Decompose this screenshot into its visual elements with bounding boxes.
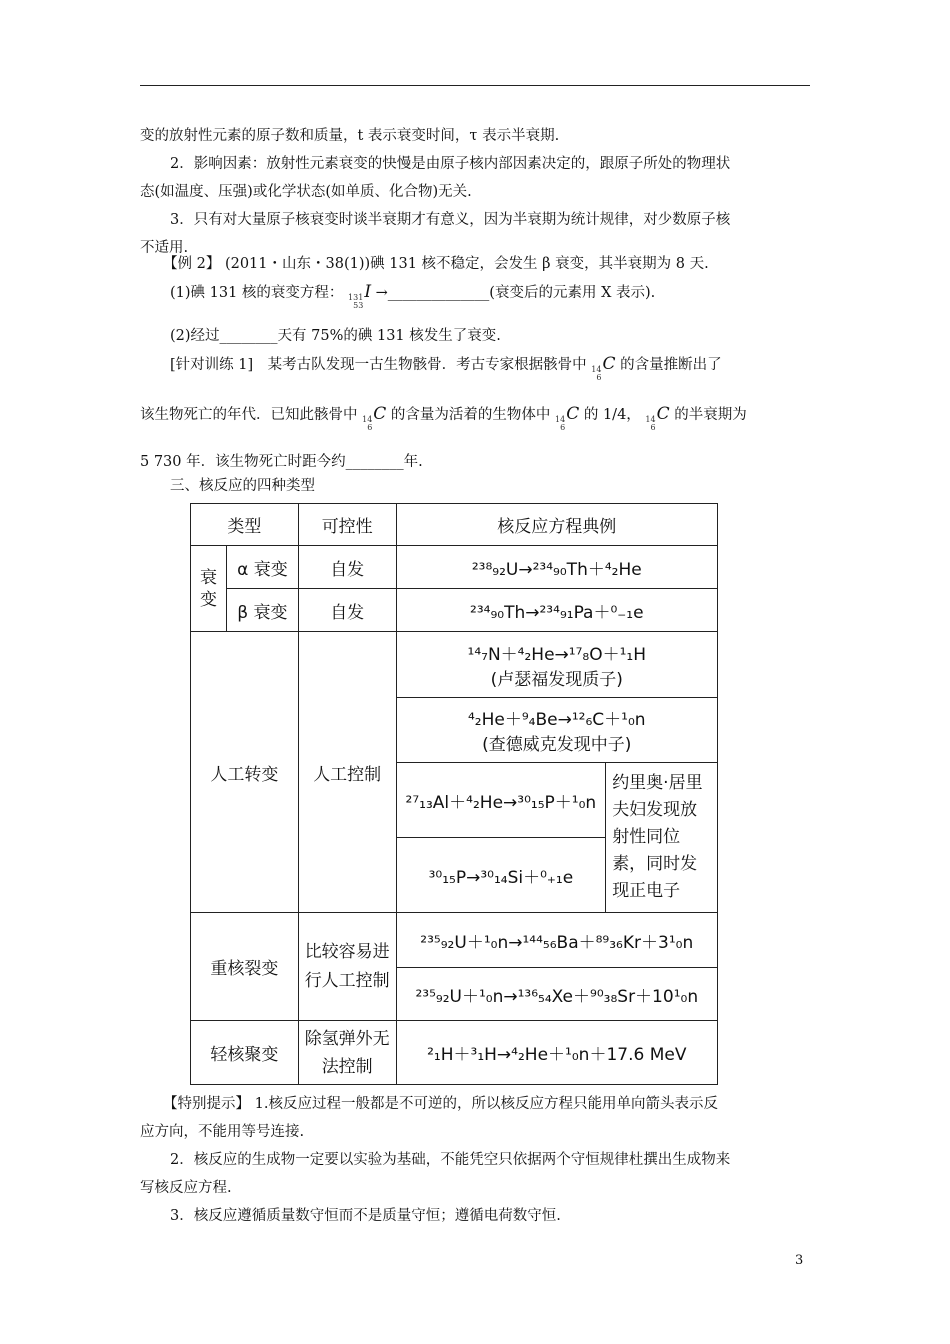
tip-line: 应方向，不能用等号连接. [140, 1124, 305, 1140]
joliot-curie-note-cell: 约里奥·居里夫妇发现放射性同位素，同时发现正电子 [606, 763, 718, 913]
decay-group-cell: 衰变 [191, 546, 227, 632]
chadwick-cell [396, 698, 717, 763]
training-text: 的含量推断出了 [620, 357, 722, 373]
header-type: 类型 [191, 504, 299, 546]
carbon-nuclide: 14 6 [645, 415, 656, 432]
fission-equation-1-cell: ²³⁵₉₂U＋¹₀n→¹⁴⁴₅₆Ba＋⁸⁹₃₆Kr＋3¹₀n [396, 913, 717, 968]
beta-decay-cell: β 衰变 [226, 589, 298, 632]
table-row [191, 913, 718, 968]
paragraph-line: 变的放射性元素的原子数和质量，t 表示衰变时间，τ 表示半衰期. [140, 128, 560, 144]
training-text: [针对训练 1] 某考古队发现一古生物骸骨．考古专家根据骸骨中 [170, 357, 587, 373]
tip-line: 3．核反应遵循质量数守恒而不是质量守恒；遵循电荷数守恒. [170, 1208, 561, 1224]
artificial-control-cell: 人工控制 [298, 632, 396, 913]
example-question-1 [170, 282, 655, 310]
paragraph-line: 5 730 年．该生物死亡时距今约________年. [140, 454, 423, 470]
fusion-control-cell: 除氢弹外无法控制 [298, 1021, 396, 1085]
paragraph-line: 不适用. [140, 240, 189, 256]
section-heading: 三、核反应的四种类型 [170, 478, 315, 494]
artificial-type-cell: 人工转变 [191, 632, 299, 913]
header-rule [140, 85, 810, 86]
tip-line: 2．核反应的生成物一定要以实验为基础，不能凭空只依据两个守恒规律杜撰出生成物来 [170, 1152, 731, 1168]
carbon-symbol: C [656, 404, 670, 424]
example-heading: 【例 2】 (2011・山东・38(1))碘 131 核不稳定，会发生 β 衰变，其半衰期为 8 天. [163, 256, 709, 272]
phosphorus-equation-cell: ³⁰₁₅P→³⁰₁₄Si＋⁰₊₁e [396, 838, 606, 913]
chadwick-equation: ⁴₂He＋⁹₄Be→¹²₆C＋¹₀n [467, 710, 646, 730]
iodine-symbol: I [364, 282, 372, 302]
paragraph-line: 3．只有对大量原子核衰变时谈半衰期才有意义，因为半衰期为统计规律，对少数原子核 [170, 212, 731, 228]
page-number: 3 [795, 1253, 804, 1268]
beta-equation-cell: ²³⁴₉₀Th→²³⁴₉₁Pa＋⁰₋₁e [396, 589, 717, 632]
carbon-nuclide: 14 6 [591, 365, 602, 382]
chadwick-note: (查德威克发现中子) [482, 735, 632, 755]
table-row [191, 589, 718, 632]
carbon-symbol: C [373, 404, 387, 424]
carbon-nuclide: 14 6 [362, 415, 373, 432]
beta-control-cell: 自发 [298, 589, 396, 632]
carbon-symbol: C [566, 404, 580, 424]
table-row [191, 546, 718, 589]
training-line-1 [170, 354, 722, 382]
rutherford-cell [396, 632, 717, 698]
carbon-symbol: C [602, 354, 616, 374]
header-controllability: 可控性 [298, 504, 396, 546]
tip-line: 写核反应方程. [140, 1180, 232, 1196]
alpha-control-cell: 自发 [298, 546, 396, 589]
carbon-nuclide: 14 6 [555, 415, 566, 432]
training-line-2: 该生物死亡的年代．已知此骸骨中 14 6 C 的含量为活着的生物体中 14 6 C 的 1/4， 14 6 C 的半衰期为 [140, 404, 747, 432]
fission-control-cell: 比较容易进行人工控制 [298, 913, 396, 1021]
alpha-equation-cell: ²³⁸₉₂U→²³⁴₉₀Th＋⁴₂He [396, 546, 717, 589]
fission-type-cell: 重核裂变 [191, 913, 299, 1021]
fission-equation-2-cell: ²³⁵₉₂U＋¹₀n→¹³⁶₅₄Xe＋⁹⁰₃₈Sr＋10¹₀n [396, 968, 717, 1021]
paragraph-line: 态(如温度、压强)或化学状态(如单质、化合物)无关. [140, 184, 472, 200]
tip-line: 【特别提示】 1.核反应过程一般都是不可逆的，所以核反应方程只能用单向箭头表示反 [163, 1096, 718, 1112]
nuclear-reaction-table [190, 503, 718, 1085]
example-question-2: (2)经过________天有 75%的碘 131 核发生了衰变. [170, 328, 501, 344]
rutherford-equation: ¹⁴₇N＋⁴₂He→¹⁷₈O＋¹₁H [467, 644, 647, 665]
paragraph-line: 2．影响因素：放射性元素衰变的快慢是由原子核内部因素决定的，跟原子所处的物理状 [170, 156, 731, 172]
question-text: (1)碘 131 核的衰变方程： [170, 285, 344, 301]
aluminum-equation-cell: ²⁷₁₃Al＋⁴₂He→³⁰₁₅P＋¹₀n [396, 763, 606, 838]
table-row [191, 1021, 718, 1085]
header-example: 核反应方程典例 [396, 504, 717, 546]
question-blank-text: →______________(衰变后的元素用 X 表示). [375, 285, 656, 301]
rutherford-note: (卢瑟福发现质子) [490, 669, 623, 690]
fusion-equation-cell: ²₁H＋³₁H→⁴₂He＋¹₀n＋17.6 MeV [396, 1021, 717, 1085]
iodine-nuclide: 131 53 [348, 293, 364, 310]
alpha-decay-cell: α 衰变 [226, 546, 298, 589]
table-row [191, 632, 718, 698]
fusion-type-cell: 轻核聚变 [191, 1021, 299, 1085]
table-header-row [191, 504, 718, 546]
